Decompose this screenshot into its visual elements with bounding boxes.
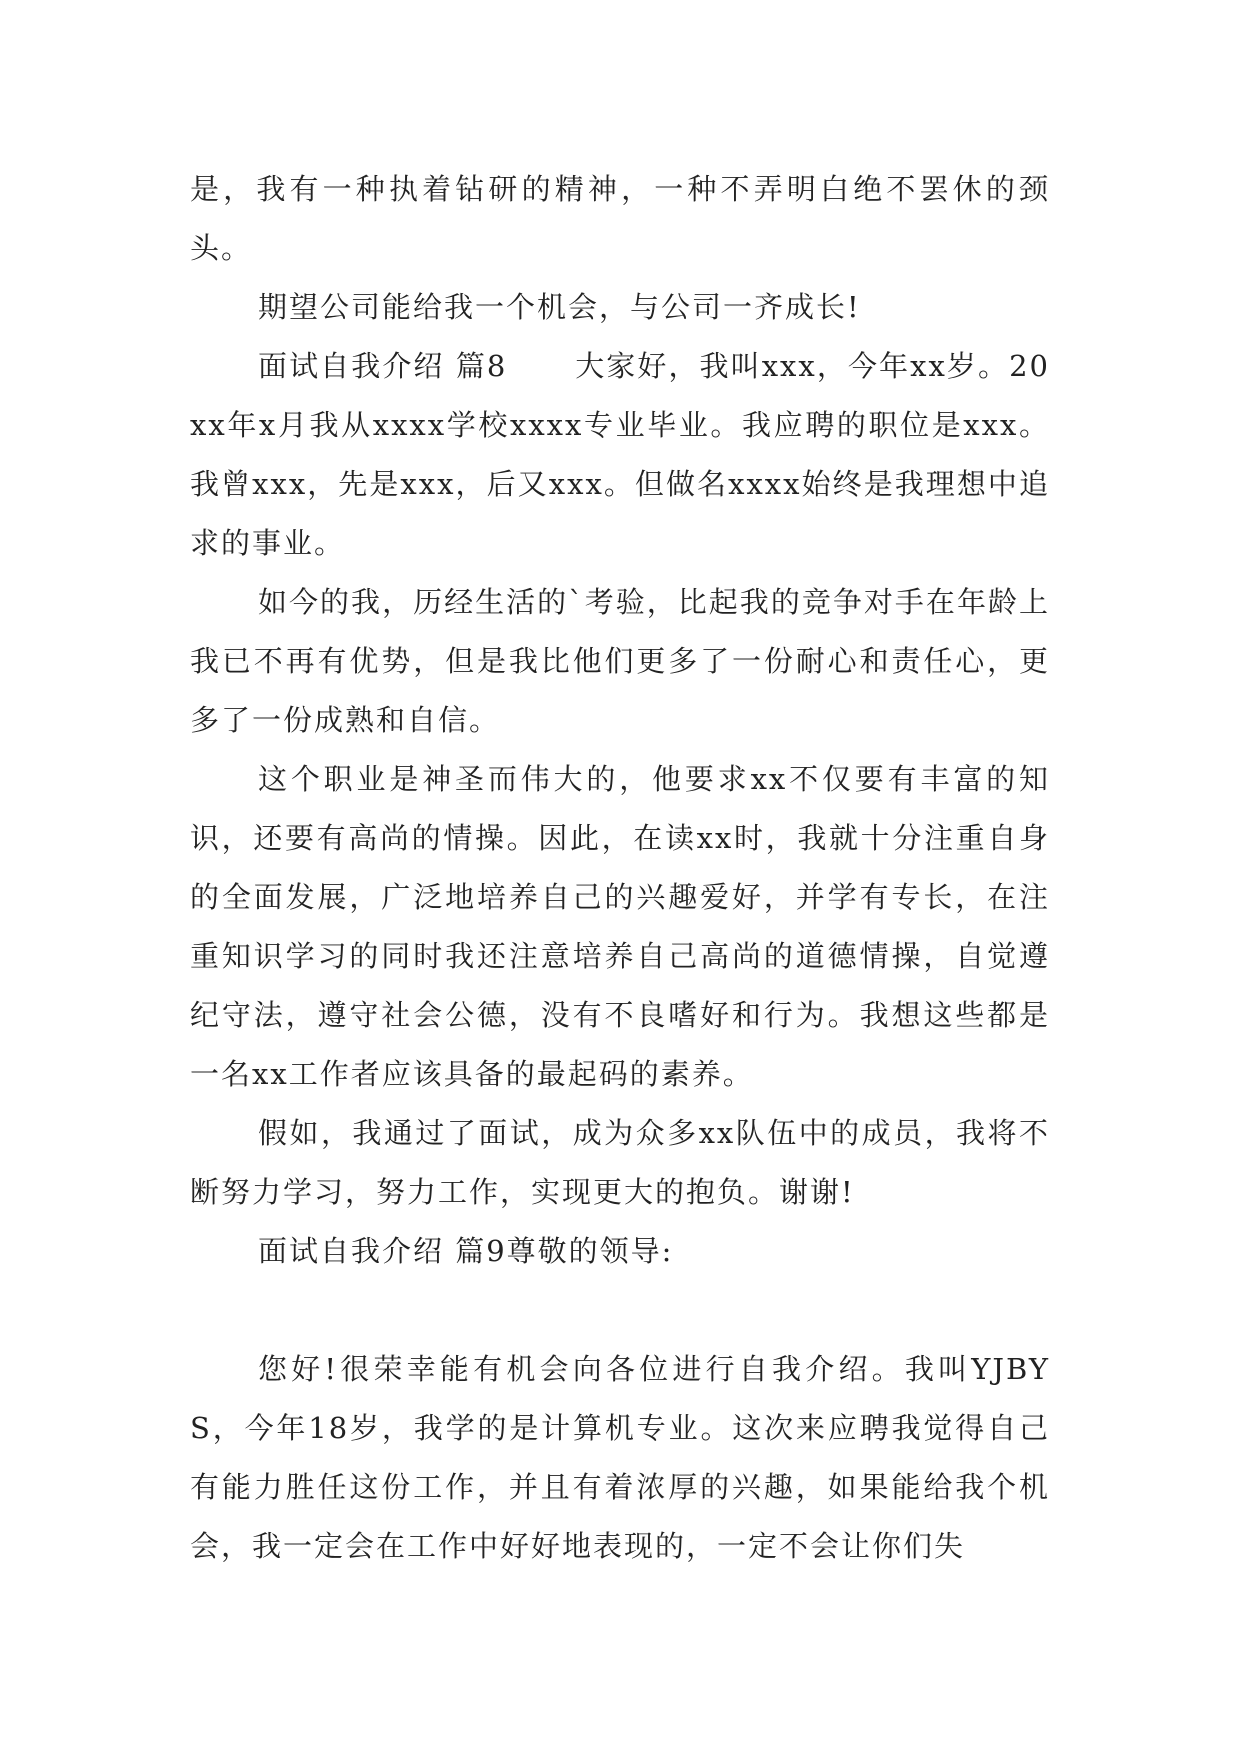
document-body [190, 160, 1050, 1576]
section-heading-9: 面试自我介绍 篇9 [258, 1234, 507, 1268]
paragraph-1: 是，我有一种执着钻研的精神，一种不弄明白绝不罢休的颈头。 [190, 172, 1050, 265]
paragraph-8: 您好!很荣幸能有机会向各位进行自我介绍。我叫YJBYS，今年18岁，我学的是计算机专业。这次来应聘我觉得自己有能力胜任这份工作，并且有着浓厚的兴趣，如果能给我个机会，我一定会在工作中好好地表现的，一定不会让你们失 [190, 1352, 1050, 1563]
paragraph-3 [190, 337, 1050, 573]
section-heading-8: 面试自我介绍 篇8 [258, 349, 508, 383]
paragraph-5: 这个职业是神圣而伟大的，他要求xx不仅要有丰富的知识，还要有高尚的情操。因此，在读xx时，我就十分注重自身的全面发展，广泛地培养自己的兴趣爱好，并学有专长，在注重知识学习的同时我还注意培养自己高尚的道德情操，自觉遵纪守法，遵守社会公德，没有不良嗜好和行为。我想这些都是一名xx工作者应该具备的最起码的素养。 [190, 762, 1050, 1091]
paragraph-3-body: 大家好，我叫xxx，今年xx岁。20xx年x月我从xxxx学校xxxx专业毕业。我应聘的职位是xxx。我曾xxx，先是xxx，后又xxx。但做名xxxx始终是我理想中追求的事业。 [190, 349, 1050, 560]
paragraph-7 [190, 1222, 1050, 1281]
paragraph-4: 如今的我，历经生活的`考验，比起我的竞争对手在年龄上我已不再有优势，但是我比他们更多了一份耐心和责任心，更多了一份成熟和自信。 [190, 585, 1050, 737]
blank-line [190, 1281, 1050, 1340]
paragraph-2: 期望公司能给我一个机会，与公司一齐成长! [258, 290, 861, 324]
section-gap [507, 349, 575, 383]
paragraph-7-body: 尊敬的领导: [506, 1234, 674, 1268]
paragraph-6: 假如，我通过了面试，成为众多xx队伍中的成员，我将不断努力学习，努力工作，实现更大的抱负。谢谢! [190, 1116, 1050, 1209]
